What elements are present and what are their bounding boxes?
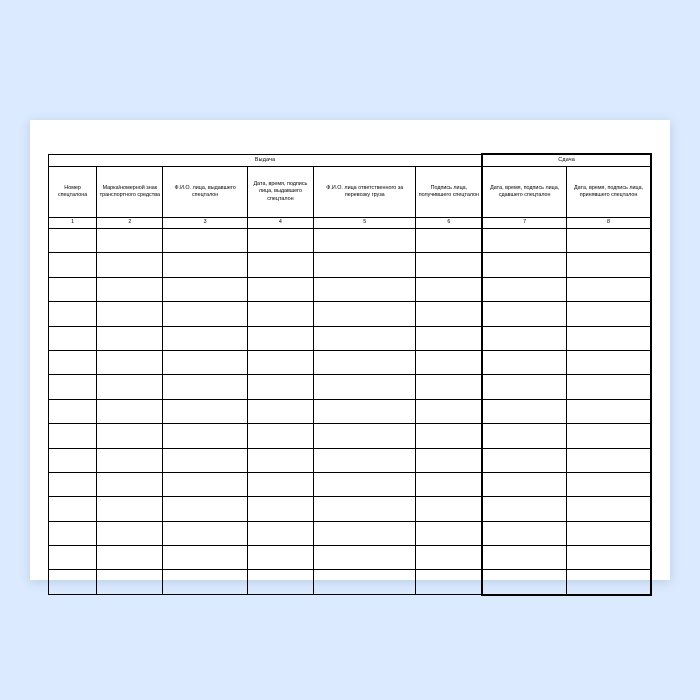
journal-table [48,153,652,596]
table-row[interactable] [49,497,652,521]
column-number-7: 7 [482,218,566,229]
table-row[interactable] [49,546,652,570]
table-cell-col4[interactable] [247,497,313,521]
table-cell-col6[interactable] [416,302,482,326]
journal-table-area [48,153,652,547]
table-cell-col8[interactable] [567,326,651,350]
table-cell-col5[interactable] [314,570,416,595]
table-cell-col6[interactable] [416,472,482,496]
table-cell-col4[interactable] [247,448,313,472]
table-cell-col2[interactable] [97,302,163,326]
table-cell-col4[interactable] [247,277,313,301]
table-cell-col3[interactable] [163,497,247,521]
table-cell-col5[interactable] [314,521,416,545]
column-header-1-label: Номер спецталона [57,184,88,198]
table-cell-col1[interactable] [49,546,97,570]
table-cell-col7[interactable] [482,424,566,448]
table-cell-col2[interactable] [97,546,163,570]
table-cell-col3[interactable] [163,424,247,448]
table-cell-col1[interactable] [49,229,97,253]
table-cell-col7[interactable] [482,448,566,472]
group-header-vydacha: Выдача [49,154,483,167]
table-cell-col6[interactable] [416,350,482,374]
table-cell-col2[interactable] [97,570,163,595]
column-header-5-label: Ф.И.О. лица ответственного за перевозку груза [326,184,404,198]
column-header-3-label: Ф.И.О. лица, выдавшего спецталон [174,184,236,198]
table-cell-col7[interactable] [482,570,566,595]
table-row[interactable] [49,399,652,423]
table-row[interactable] [49,424,652,448]
table-cell-col5[interactable] [314,448,416,472]
table-cell-col1[interactable] [49,375,97,399]
table-row[interactable] [49,448,652,472]
table-column-number-row [49,218,652,229]
table-cell-col5[interactable] [314,253,416,277]
table-cell-col8[interactable] [567,375,651,399]
table-row[interactable] [49,375,652,399]
table-cell-col7[interactable] [482,350,566,374]
table-cell-col4[interactable] [247,472,313,496]
table-cell-col2[interactable] [97,229,163,253]
column-header-6-label: Подпись лица, получившего спецталон [418,184,479,198]
table-row[interactable] [49,326,652,350]
table-cell-col4[interactable] [247,424,313,448]
table-cell-col5[interactable] [314,302,416,326]
table-cell-col3[interactable] [163,253,247,277]
table-cell-col6[interactable] [416,229,482,253]
table-cell-col8[interactable] [567,570,651,595]
table-cell-col8[interactable] [567,472,651,496]
column-number-4: 4 [247,218,313,229]
table-cell-col3[interactable] [163,546,247,570]
table-cell-col3[interactable] [163,229,247,253]
table-cell-col2[interactable] [97,521,163,545]
table-cell-col1[interactable] [49,521,97,545]
table-cell-col6[interactable] [416,253,482,277]
table-cell-col8[interactable] [567,253,651,277]
table-cell-col1[interactable] [49,424,97,448]
table-cell-col6[interactable] [416,424,482,448]
table-row[interactable] [49,277,652,301]
column-header-8-label: Дата, время, подпись лица, принявшего спецталон [574,184,644,198]
table-cell-col5[interactable] [314,375,416,399]
table-cell-col6[interactable] [416,570,482,595]
table-cell-col3[interactable] [163,570,247,595]
column-header-7 [482,167,566,218]
column-header-8 [567,167,651,218]
table-cell-col3[interactable] [163,399,247,423]
table-row[interactable] [49,302,652,326]
table-cell-col8[interactable] [567,497,651,521]
column-header-3 [163,167,247,218]
table-header-row [49,167,652,218]
table-cell-col3[interactable] [163,302,247,326]
column-header-4 [247,167,313,218]
table-cell-col1[interactable] [49,253,97,277]
document-sheet [30,120,670,580]
table-cell-col6[interactable] [416,375,482,399]
table-cell-col8[interactable] [567,302,651,326]
table-cell-col2[interactable] [97,448,163,472]
table-cell-col8[interactable] [567,399,651,423]
table-cell-col2[interactable] [97,399,163,423]
table-cell-col2[interactable] [97,277,163,301]
table-cell-col3[interactable] [163,472,247,496]
table-group-header-row [49,154,652,167]
table-cell-col1[interactable] [49,350,97,374]
table-cell-col7[interactable] [482,399,566,423]
column-number-8: 8 [567,218,651,229]
table-cell-col8[interactable] [567,521,651,545]
table-cell-col4[interactable] [247,546,313,570]
table-cell-col7[interactable] [482,521,566,545]
table-cell-col4[interactable] [247,326,313,350]
table-cell-col8[interactable] [567,448,651,472]
table-cell-col7[interactable] [482,546,566,570]
table-cell-col4[interactable] [247,229,313,253]
table-cell-col8[interactable] [567,277,651,301]
table-cell-col5[interactable] [314,277,416,301]
table-cell-col2[interactable] [97,375,163,399]
group-header-sdacha: Сдача [482,154,651,167]
column-number-3: 3 [163,218,247,229]
table-cell-col8[interactable] [567,424,651,448]
table-cell-col3[interactable] [163,521,247,545]
table-cell-col7[interactable] [482,497,566,521]
table-cell-col6[interactable] [416,326,482,350]
column-header-1 [49,167,97,218]
table-cell-col7[interactable] [482,229,566,253]
table-cell-col5[interactable] [314,399,416,423]
column-number-6: 6 [416,218,482,229]
table-cell-col1[interactable] [49,472,97,496]
table-cell-col1[interactable] [49,326,97,350]
table-cell-col5[interactable] [314,229,416,253]
table-cell-col5[interactable] [314,326,416,350]
table-cell-col4[interactable] [247,521,313,545]
table-row[interactable] [49,253,652,277]
table-cell-col1[interactable] [49,448,97,472]
table-cell-col1[interactable] [49,399,97,423]
table-cell-col4[interactable] [247,375,313,399]
table-cell-col3[interactable] [163,448,247,472]
table-cell-col3[interactable] [163,375,247,399]
table-row[interactable] [49,229,652,253]
table-cell-col4[interactable] [247,253,313,277]
table-cell-col7[interactable] [482,302,566,326]
table-cell-col8[interactable] [567,546,651,570]
column-header-7-label: Дата, время, подпись лица, сдавшего спецталон [490,184,560,198]
table-cell-col2[interactable] [97,350,163,374]
journal-table-body [49,229,652,595]
table-cell-col7[interactable] [482,253,566,277]
table-cell-col3[interactable] [163,350,247,374]
table-cell-col4[interactable] [247,399,313,423]
table-cell-col6[interactable] [416,521,482,545]
table-row[interactable] [49,521,652,545]
table-cell-col6[interactable] [416,546,482,570]
table-cell-col5[interactable] [314,546,416,570]
table-cell-col3[interactable] [163,326,247,350]
table-cell-col8[interactable] [567,350,651,374]
table-cell-col6[interactable] [416,448,482,472]
table-cell-col7[interactable] [482,277,566,301]
table-row[interactable] [49,350,652,374]
table-cell-col2[interactable] [97,497,163,521]
table-cell-col5[interactable] [314,424,416,448]
table-cell-col2[interactable] [97,472,163,496]
column-number-5: 5 [314,218,416,229]
column-number-1: 1 [49,218,97,229]
table-cell-col6[interactable] [416,497,482,521]
table-cell-col1[interactable] [49,277,97,301]
table-cell-col7[interactable] [482,375,566,399]
table-cell-col3[interactable] [163,277,247,301]
table-cell-col4[interactable] [247,350,313,374]
table-cell-col4[interactable] [247,570,313,595]
table-cell-col1[interactable] [49,497,97,521]
column-header-6 [416,167,482,218]
column-number-2: 2 [97,218,163,229]
table-cell-col6[interactable] [416,399,482,423]
table-cell-col4[interactable] [247,302,313,326]
table-cell-col6[interactable] [416,277,482,301]
table-row[interactable] [49,472,652,496]
table-cell-col8[interactable] [567,229,651,253]
table-cell-col2[interactable] [97,424,163,448]
column-header-4-label: Дата, время, подпись лица, выдавшего спецталон [253,181,308,202]
table-cell-col2[interactable] [97,326,163,350]
table-cell-col7[interactable] [482,326,566,350]
table-cell-col7[interactable] [482,472,566,496]
table-cell-col1[interactable] [49,302,97,326]
table-row[interactable] [49,570,652,595]
table-cell-col5[interactable] [314,472,416,496]
table-cell-col1[interactable] [49,570,97,595]
column-header-2-label: Марка/номерной знак транспортного средства [99,184,161,198]
table-cell-col5[interactable] [314,497,416,521]
table-cell-col5[interactable] [314,350,416,374]
column-header-2 [97,167,163,218]
column-header-5 [314,167,416,218]
table-cell-col2[interactable] [97,253,163,277]
